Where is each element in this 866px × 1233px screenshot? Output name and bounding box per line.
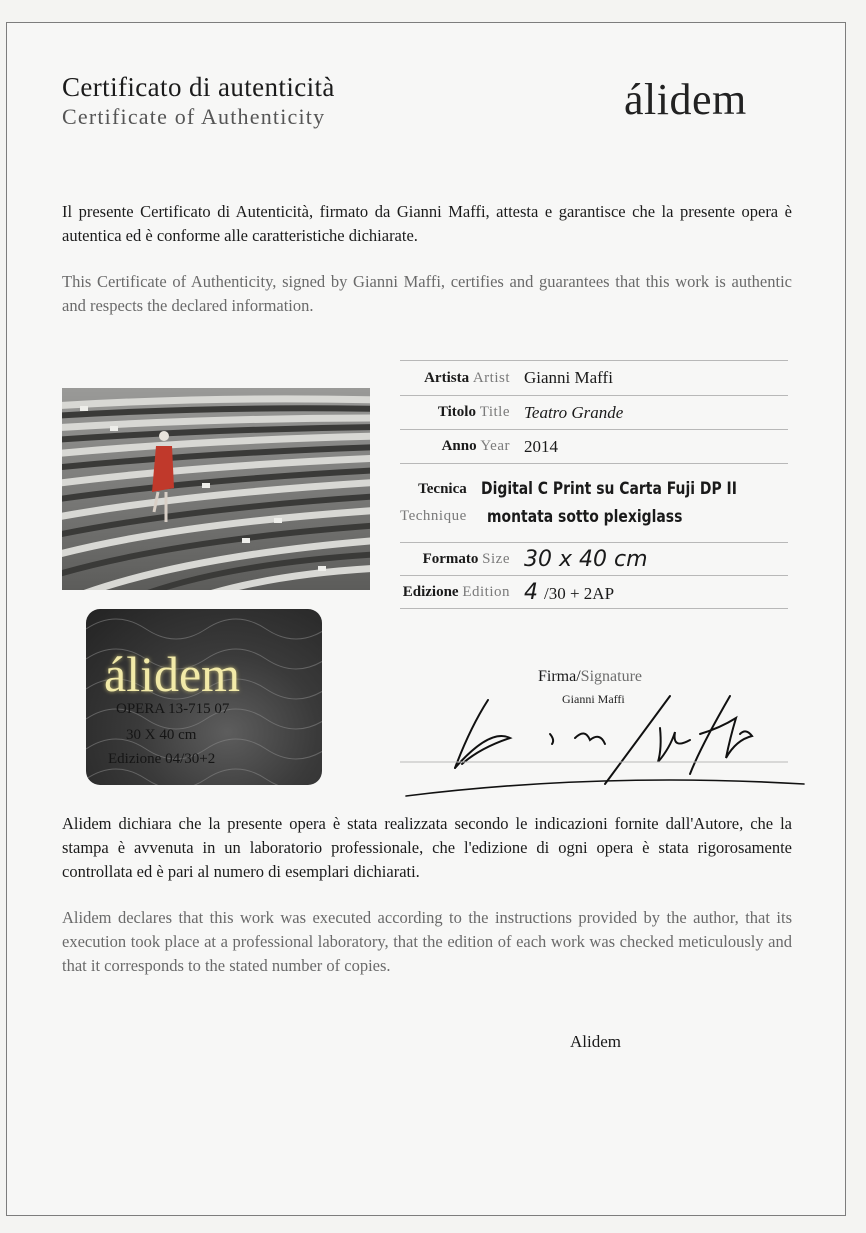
signature-printed-name: Gianni Maffi <box>562 692 625 706</box>
handwritten-signature <box>400 688 810 798</box>
hologram-opera-code: OPERA 13-715 07 <box>116 701 230 717</box>
alidem-logo: álidem <box>624 75 747 124</box>
intro-english: This Certificate of Authenticity, signed by Gianni Maffi, certifies and guarantees that this work is authentic and respects the declared information. <box>62 272 792 315</box>
row-technique <box>400 463 788 542</box>
size-label: Formato Size <box>422 550 510 567</box>
title-value: Teatro Grande <box>524 402 624 422</box>
edition-value <box>524 580 614 605</box>
hologram-edition: Edizione 04/30+2 <box>108 751 216 767</box>
hologram-size: 30 X 40 cm <box>126 727 197 743</box>
edition-total: /30 + 2AP <box>544 583 615 603</box>
hologram-logo: álidem <box>104 646 241 702</box>
size-value: 30 x 40 cm <box>524 546 648 572</box>
title-italian: Certificato di autenticità <box>62 72 335 102</box>
artwork-photo <box>62 388 370 590</box>
intro-italian: Il presente Certificato di Autenticità, firmato da Gianni Maffi, attesta e garantisce che la presente opera è autentica ed è conforme alle caratteristiche dichiarate. <box>62 202 792 245</box>
technique-label: Tecnica Technique <box>400 481 467 524</box>
artist-value: Gianni Maffi <box>524 368 613 387</box>
row-edition <box>400 575 788 609</box>
technique-value <box>481 479 793 527</box>
artwork-details-table <box>400 360 788 609</box>
row-size <box>400 542 788 575</box>
edition-number: 4 <box>524 579 538 605</box>
row-title <box>400 395 788 429</box>
signature-label: Firma/Signature <box>538 668 642 685</box>
title-label: Titolo Title <box>437 404 510 420</box>
declaration-signer: Alidem <box>570 1032 621 1051</box>
artist-label: Artista Artist <box>424 369 510 386</box>
amphitheatre-image <box>62 388 370 590</box>
hologram-sticker <box>86 609 322 785</box>
row-year <box>400 429 788 463</box>
declaration-english: Alidem declares that this work was executed according to the instructions provided by the author, that its execution took place at a professional laboratory, that the edition of each work was checked meticulously and that it corresponds to the stated number of copies. <box>62 908 792 975</box>
declaration-italian: Alidem dichiara che la presente opera è stata realizzata secondo le indicazioni fornite dall'Autore, che la stampa è avvenuta in un laboratorio professionale, che l'edizione di ogni opera è stata rigorosamente controllata ed è pari al numero di esemplari dichiarati. <box>62 814 792 881</box>
edition-label: Edizione Edition <box>402 583 510 600</box>
technique-line-1: Digital C Print su Carta Fuji DP II <box>480 479 737 499</box>
year-label: Anno Year <box>441 438 510 454</box>
title-english: Certificate of Authenticity <box>62 104 326 129</box>
row-artist <box>400 360 788 395</box>
technique-line-2: montata sotto plexiglass <box>486 507 683 527</box>
year-value: 2014 <box>524 436 558 456</box>
